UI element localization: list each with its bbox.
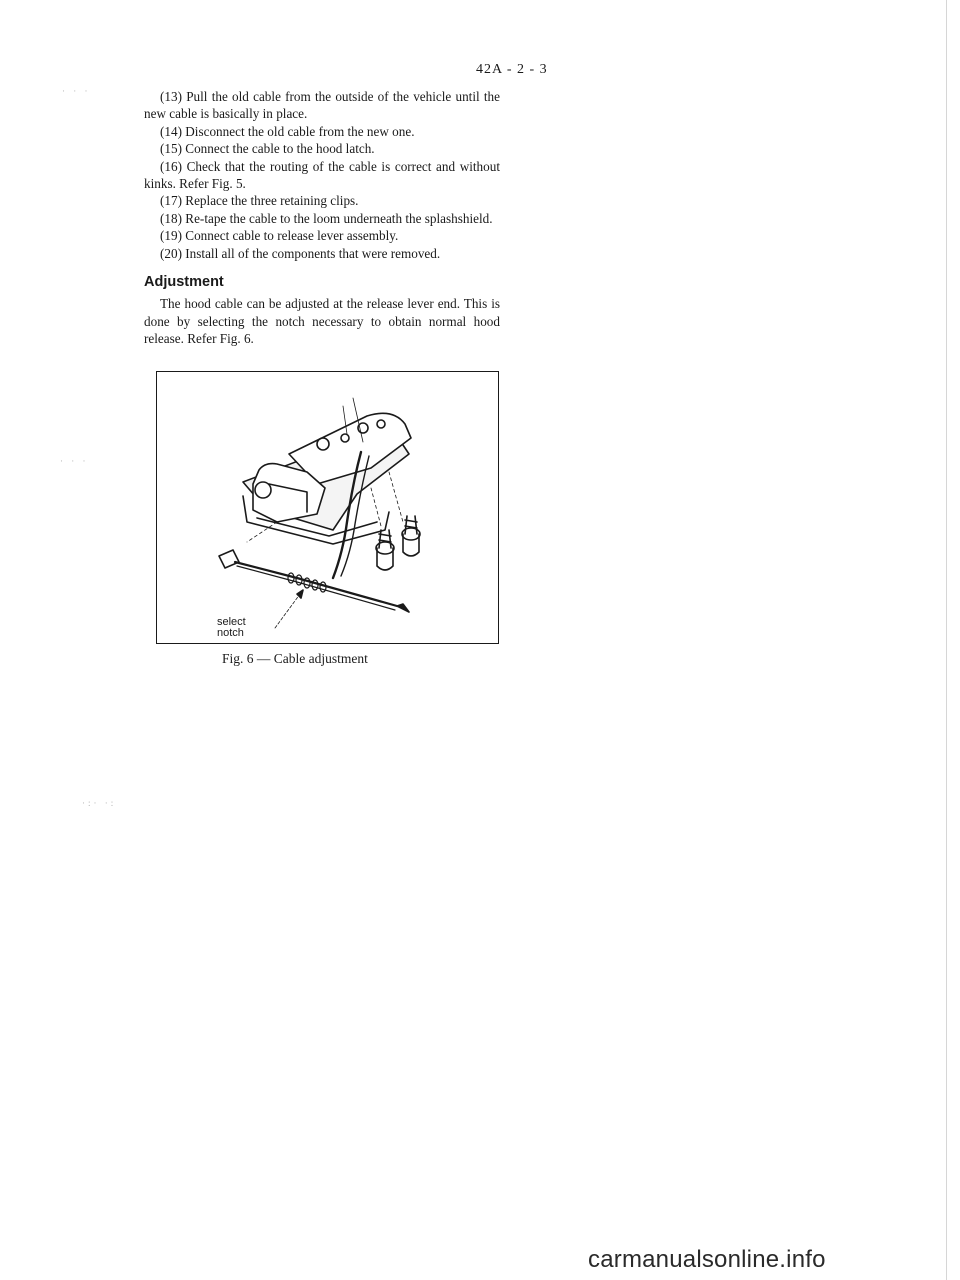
watermark: carmanualsonline.info bbox=[588, 1246, 826, 1273]
step-text: Check that the routing of the cable is correct and without kinks. Refer Fig. 5. bbox=[144, 158, 500, 192]
step-text: Replace the three retaining clips. bbox=[185, 193, 359, 209]
step-number: (15) bbox=[160, 141, 182, 157]
scan-speckle: · · · bbox=[60, 456, 89, 466]
step-number: (13) bbox=[160, 89, 182, 104]
scan-speckle: · · · bbox=[62, 86, 91, 96]
step-text: Pull the old cable from the outside of the vehicle until the new cable is basically in place. bbox=[144, 89, 501, 122]
step-19 bbox=[144, 227, 500, 244]
step-number: (14) bbox=[160, 123, 182, 139]
step-14 bbox=[144, 123, 500, 140]
step-20 bbox=[144, 245, 500, 262]
step-number: (20) bbox=[160, 245, 182, 261]
step-15 bbox=[144, 140, 500, 157]
adjustment-heading: Adjustment bbox=[144, 274, 224, 291]
notches bbox=[288, 573, 326, 592]
scan-speckle: ·:· ·: bbox=[82, 798, 117, 808]
scan-edge bbox=[946, 0, 947, 1280]
select-notch-callout bbox=[217, 617, 246, 639]
step-number: (16) bbox=[160, 158, 182, 174]
bolt-1 bbox=[376, 530, 394, 570]
step-number: (18) bbox=[160, 210, 182, 226]
callout-line-2: notch bbox=[217, 627, 244, 639]
cable-end-fitting bbox=[219, 550, 239, 568]
step-text: Install all of the components that were removed. bbox=[185, 245, 441, 261]
step-number: (19) bbox=[160, 228, 182, 244]
procedure-column bbox=[144, 88, 500, 348]
hood-cable bbox=[235, 562, 397, 606]
step-text: Disconnect the old cable from the new one. bbox=[185, 123, 415, 139]
figure-caption: Fig. 6 — Cable adjustment bbox=[222, 651, 368, 666]
step-text: Connect the cable to the hood latch. bbox=[185, 141, 375, 157]
callout-line-1: select bbox=[217, 616, 246, 628]
cable-adjustment-illustration bbox=[157, 372, 497, 642]
step-16 bbox=[144, 158, 500, 193]
step-number: (17) bbox=[160, 193, 182, 209]
step-text: Connect cable to release lever assembly. bbox=[185, 228, 399, 244]
step-13 bbox=[144, 88, 500, 123]
step-text: Re-tape the cable to the loom underneath the splashshield. bbox=[185, 210, 493, 226]
bolt-2 bbox=[402, 516, 420, 556]
figure-6-frame bbox=[156, 371, 499, 644]
page-number: 42A - 2 - 3 bbox=[476, 62, 548, 77]
step-18 bbox=[144, 210, 500, 227]
step-17 bbox=[144, 192, 500, 209]
adjustment-paragraph: The hood cable can be adjusted at the release lever end. This is done by selecting the notch necessary to obtain normal hood release. Refer Fig. 6. bbox=[144, 296, 500, 347]
